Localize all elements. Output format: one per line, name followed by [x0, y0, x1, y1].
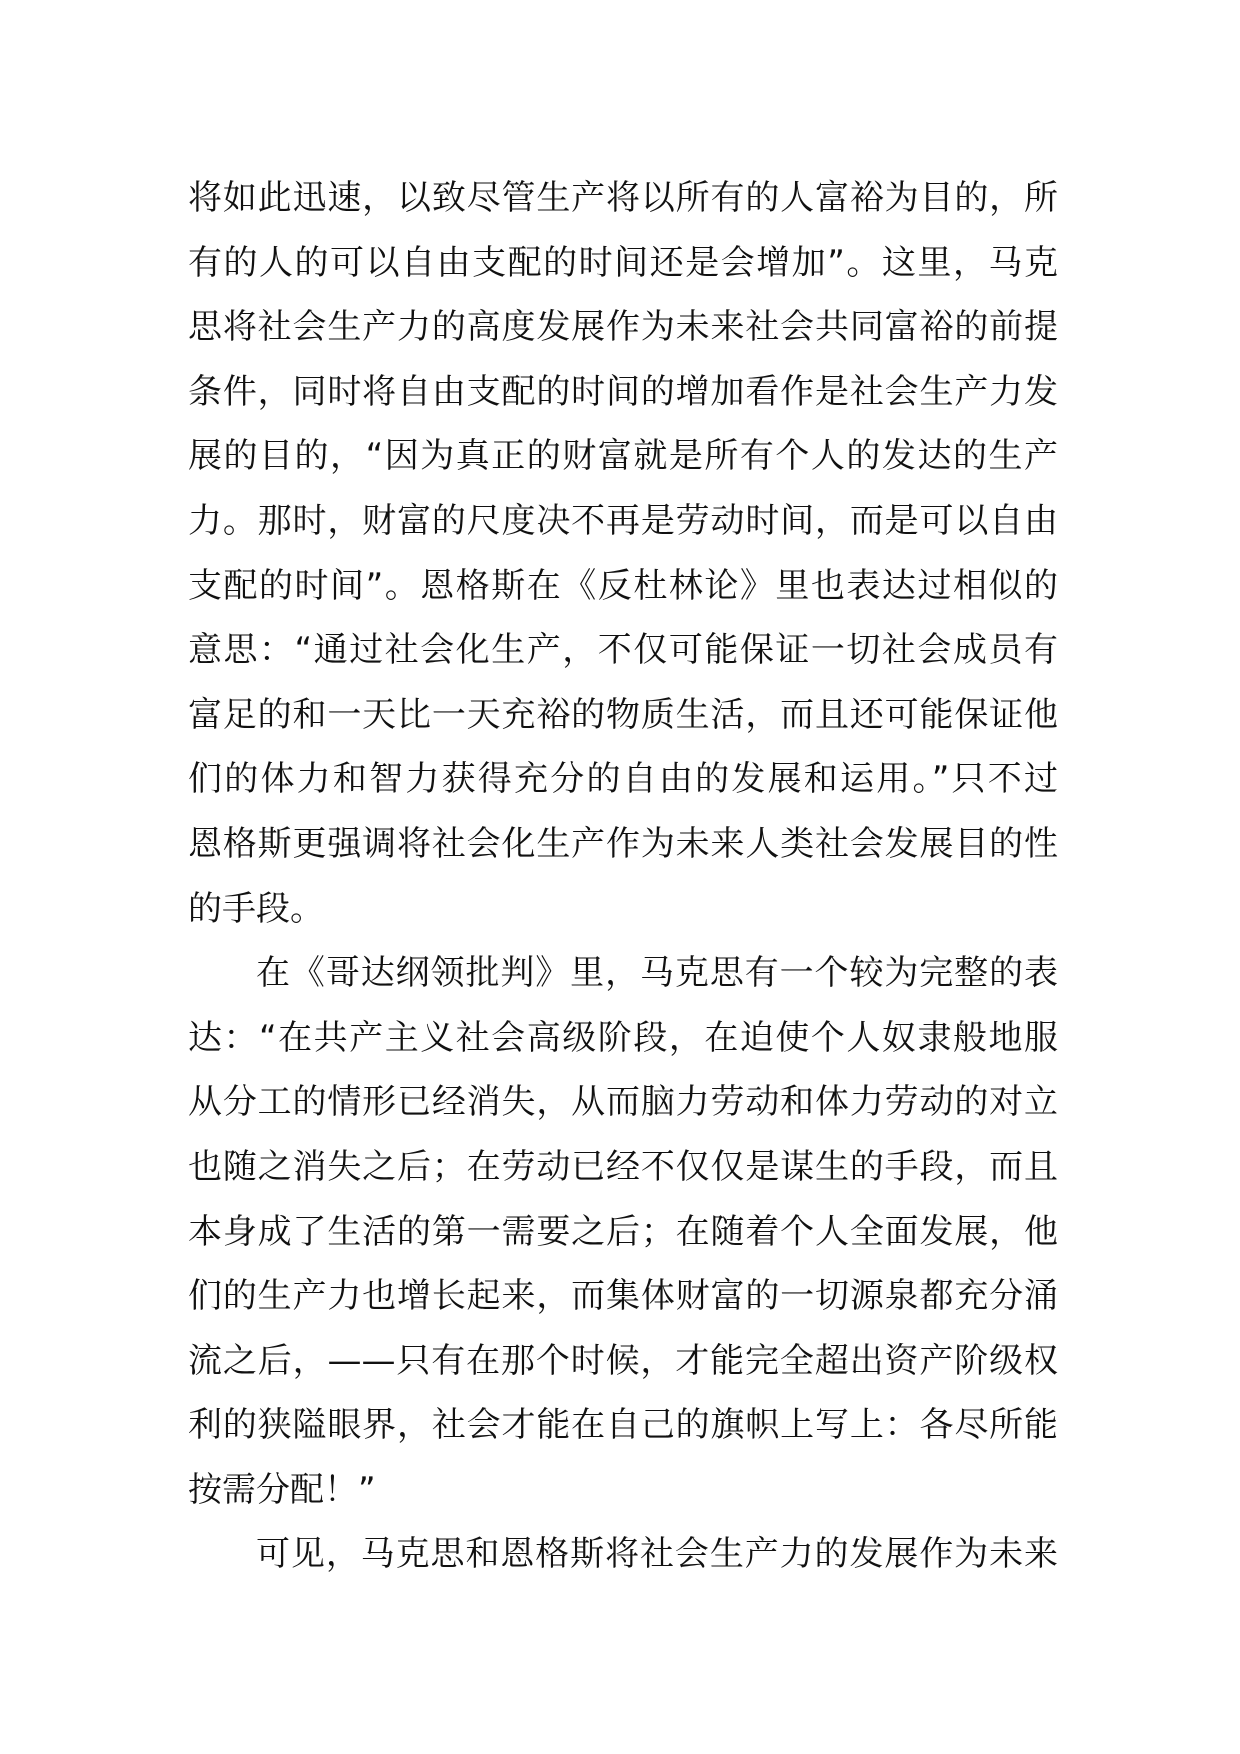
text-line-paragraph-end: 按需分配！” — [188, 1469, 376, 1510]
text-line: 们的生产力也增长起来，而集体财富的一切源泉都充分涌 — [188, 1276, 1058, 1317]
text-line: 意思：“通过社会化生产，不仅可能保证一切社会成员有 — [188, 630, 1058, 671]
text-line: 将如此迅速，以致尽管生产将以所有的人富裕为目的，所 — [188, 178, 1058, 218]
text-line: 条件，同时将自由支配的时间的增加看作是社会生产力发 — [188, 371, 1058, 412]
text-line-paragraph-end: 的手段。 — [188, 888, 324, 929]
text-line: 本身成了生活的第一需要之后；在随着个人全面发展，他 — [188, 1211, 1058, 1252]
text-line: 利的狭隘眼界，社会才能在自己的旗帜上写上：各尽所能 — [188, 1405, 1058, 1446]
body-text — [188, 166, 1058, 1587]
text-line: 展的目的，“因为真正的财富就是所有个人的发达的生产 — [188, 436, 1058, 477]
text-line: 恩格斯更强调将社会化生产作为未来人类社会发展目的性 — [188, 823, 1058, 864]
text-line: 达：“在共产主义社会高级阶段，在迫使个人奴隶般地服 — [188, 1017, 1058, 1058]
text-line: 流之后，——只有在那个时候，才能完全超出资产阶级权 — [188, 1340, 1058, 1381]
text-line-paragraph-start: 在《哥达纲领批判》里，马克思有一个较为完整的表 — [256, 953, 1058, 994]
text-line-paragraph-start: 可见，马克思和恩格斯将社会生产力的发展作为未来 — [256, 1534, 1058, 1575]
text-line: 们的体力和智力获得充分的自由的发展和运用。”只不过 — [188, 759, 1058, 800]
text-line: 思将社会生产力的高度发展作为未来社会共同富裕的前提 — [188, 307, 1058, 348]
text-line: 力。那时，财富的尺度决不再是劳动时间，而是可以自由 — [188, 500, 1058, 541]
text-line: 有的人的可以自由支配的时间还是会增加”。这里，马克 — [188, 242, 1058, 283]
text-line: 从分工的情形已经消失，从而脑力劳动和体力劳动的对立 — [188, 1082, 1058, 1123]
text-line: 也随之消失之后；在劳动已经不仅仅是谋生的手段，而且 — [188, 1146, 1058, 1187]
text-line: 富足的和一天比一天充裕的物质生活，而且还可能保证他 — [188, 694, 1058, 735]
text-line: 支配的时间”。恩格斯在《反杜林论》里也表达过相似的 — [188, 565, 1058, 606]
